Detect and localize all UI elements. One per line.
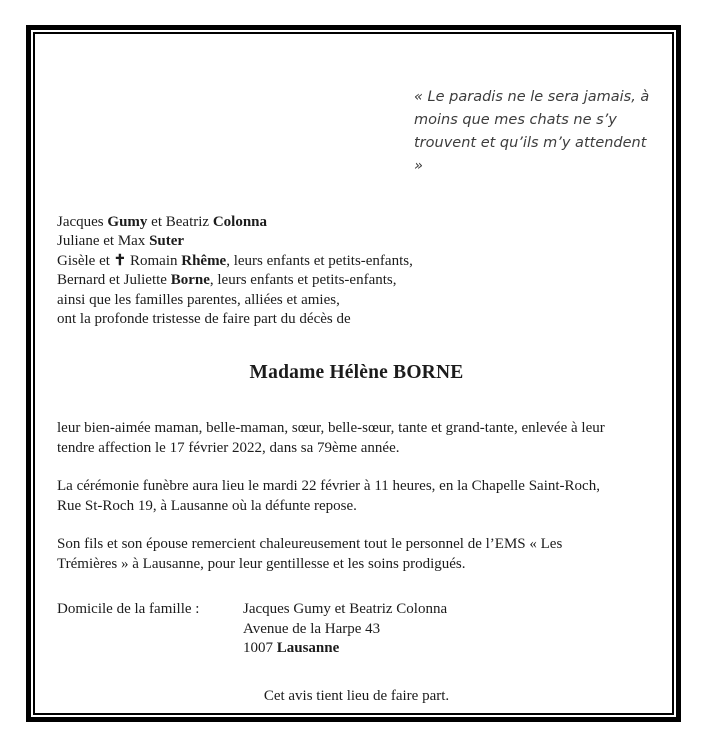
- family-surname: Suter: [149, 233, 185, 250]
- deceased-cross-icon: ✝: [113, 252, 127, 269]
- family-name-text: Juliane et Max: [57, 233, 150, 250]
- family-surname: Colonna: [212, 214, 267, 230]
- address-block: [243, 600, 447, 658]
- family-name-text: et Beatriz: [147, 214, 213, 230]
- family-surname: Borne: [170, 272, 210, 289]
- family-line: [57, 213, 656, 232]
- family-name-text: , leurs enfants et petits-enfants,: [226, 252, 413, 269]
- paragraph-line: Rue St-Roch 19, à Lausanne où la défunte repose.: [57, 498, 357, 515]
- quote-line: « Le paradis ne le sera jamais, à: [414, 89, 650, 105]
- postal-code: 1007: [243, 640, 273, 657]
- family-line: [57, 252, 656, 271]
- family-name-text: , leurs enfants et petits-enfants,: [209, 272, 397, 289]
- city-name: Lausanne: [276, 640, 340, 657]
- family-name-text: Jacques: [57, 214, 108, 230]
- family-name-text: Bernard et Juliette: [57, 272, 171, 289]
- family-surname: Gumy: [107, 214, 148, 230]
- closing-note: Cet avis tient lieu de faire part.: [263, 687, 450, 704]
- paragraph-line: tendre affection le 17 février 2022, dans sa 79ème année.: [57, 440, 400, 457]
- family-name-text: Gisèle et: [57, 252, 114, 269]
- paragraph-thanks: [57, 534, 656, 574]
- family-line: [57, 271, 656, 290]
- family-names-block: [57, 213, 656, 329]
- paragraph-tribute: [57, 418, 656, 458]
- family-address-section: [57, 600, 656, 658]
- paragraph-line: leur bien-aimée maman, belle-maman, sœur, belle-sœur, tante et grand-tante, enlevée à leur: [57, 420, 605, 437]
- epigraph-quote: [414, 86, 656, 178]
- family-line: [57, 310, 656, 329]
- quote-line: moins que mes chats ne s’y: [414, 112, 617, 128]
- address-line: Avenue de la Harpe 43: [243, 620, 381, 637]
- family-line-text: ainsi que les familles parentes, alliées et amies,: [57, 291, 340, 308]
- family-line: [57, 291, 656, 310]
- paragraph-line: Trémières » à Lausanne, pour leur gentillesse et les soins prodigués.: [57, 556, 466, 573]
- address-line: Jacques Gumy et Beatriz Colonna: [243, 601, 448, 618]
- announcement-content: [35, 34, 672, 705]
- paragraph-ceremony: [57, 476, 656, 516]
- paragraph-line: La cérémonie funèbre aura lieu le mardi 22 février à 11 heures, en la Chapelle Saint-Roch,: [57, 478, 600, 495]
- deceased-name-title: Madame Hélène BORNE: [249, 362, 464, 384]
- outer-border-frame: [26, 25, 681, 722]
- quote-line: trouvent et qu’ils m’y attendent »: [414, 135, 647, 174]
- family-surname: Rhême: [181, 252, 227, 269]
- address-line: [243, 639, 447, 658]
- announcement-intro-text: ont la profonde tristesse de faire part du décès de: [57, 311, 351, 328]
- family-name-text: Romain: [126, 252, 182, 269]
- address-label: Domicile de la famille :: [57, 601, 200, 618]
- inner-border-frame: [33, 32, 674, 715]
- family-line: [57, 232, 656, 251]
- paragraph-line: Son fils et son épouse remercient chaleureusement tout le personnel de l’EMS « Les: [57, 536, 563, 553]
